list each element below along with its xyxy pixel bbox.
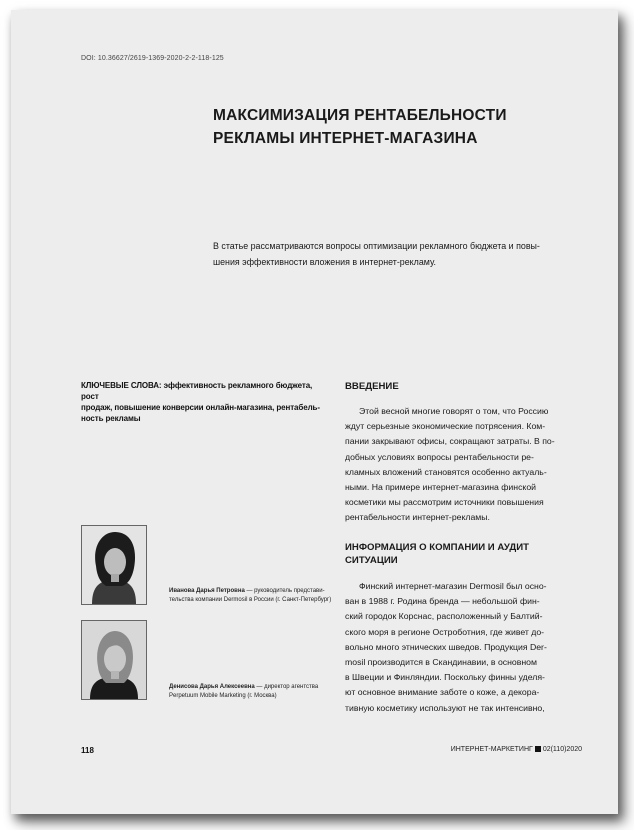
journal-name: ИНТЕРНЕТ-МАРКЕТИНГ [450, 746, 533, 753]
paragraph-line: ван в 1988 г. Родина бренда — небольшой фин- [345, 596, 540, 607]
paragraph-line: косметики мы рассмотрим источники повышения [345, 497, 544, 508]
paragraph-line: ют основное внимание заботе о коже, а декора- [345, 687, 540, 698]
paragraph-line: рентабельности интернет-рекламы. [345, 512, 490, 523]
title-line-2: РЕКЛАМЫ ИНТЕРНЕТ-МАГАЗИНА [213, 130, 478, 147]
paragraph-line: ждут серьезные экономические потрясения. Ком- [345, 421, 546, 432]
paragraph-line: вольно много этнических шведов. Продукция Der- [345, 641, 547, 652]
section-company-info-paragraph [345, 579, 597, 716]
keywords-line-2: продаж, повышение конверсии онлайн-магазина, рентабель- [81, 403, 320, 412]
paragraph-line: добных условиях вопросы рентабельности ре- [345, 451, 534, 462]
journal-issue: 02(110)2020 [542, 746, 582, 753]
square-separator-icon [535, 746, 541, 752]
keywords-line-1: эффективность рекламного бюджета, рост [81, 381, 313, 401]
author-affiliation: Perpetuum Mobile Marketing (г. Москва) [169, 693, 277, 699]
keywords-label: КЛЮЧЕВЫЕ СЛОВА: [81, 381, 162, 390]
section-heading-introduction: ВВЕДЕНИЕ [345, 381, 399, 392]
heading-line-1: ИНФОРМАЦИЯ О КОМПАНИИ И АУДИТ [345, 542, 529, 553]
author-name: Иванова Дарья Петровна [169, 588, 245, 594]
abstract-line-2: шения эффективности вложения в интернет-рекламу. [213, 257, 436, 267]
paragraph-line: ского моря в регионе Остроботния, где живет до- [345, 626, 545, 637]
article-page [11, 10, 618, 814]
section-heading-company-info [345, 541, 595, 567]
article-title [213, 104, 507, 150]
paragraph-line: пании закрывают офисы, сокращают затраты. В по- [345, 436, 555, 447]
paragraph-line: Финский интернет-магазин Dermosil был осно- [359, 581, 547, 591]
abstract-line-1: В статье рассматриваются вопросы оптимизации рекламного бюджета и повы- [213, 241, 540, 251]
paragraph-line: тивную косметику используют не так интенсивно, [345, 702, 545, 713]
paragraph-line: кламных вложений становятся особенно актуаль- [345, 466, 547, 477]
author-photo-denisova [81, 620, 147, 700]
paragraph-line: Этой весной многие говорят о том, что Россию [359, 406, 549, 416]
running-footer [451, 746, 582, 753]
title-line-1: МАКСИМИЗАЦИЯ РЕНТАБЕЛЬНОСТИ [213, 107, 507, 124]
keywords-line-3: ность рекламы [81, 414, 141, 423]
page-number: 118 [81, 746, 94, 755]
author-photo-ivanova [81, 525, 147, 605]
author-name: Денисова Дарья Алексеевна [169, 684, 255, 690]
author-caption-denisova [169, 683, 339, 701]
paragraph-line: ными. На примере интернет-магазина финской [345, 482, 537, 493]
abstract [213, 238, 593, 270]
keywords [81, 380, 331, 424]
author-affiliation: тельства компании Dermosil в России (г. Санкт-Петербург) [169, 597, 332, 603]
paragraph-line: mosil производится в Скандинавии, в основном [345, 657, 537, 668]
author-caption-ivanova [169, 587, 339, 605]
doi-line: DOI: 10.36627/2619-1369-2020-2-2-118-125 [81, 55, 224, 62]
heading-line-2: СИТУАЦИИ [345, 555, 398, 566]
section-introduction-paragraph [345, 404, 597, 526]
paragraph-line: в Швеции и Финляндии. Поскольку финны уделя- [345, 672, 545, 683]
paragraph-line: ский городок Корснас, расположенный у Балтий- [345, 611, 543, 622]
author-role: — директор агентства [254, 684, 319, 690]
author-role: — руководитель представи- [244, 588, 325, 594]
